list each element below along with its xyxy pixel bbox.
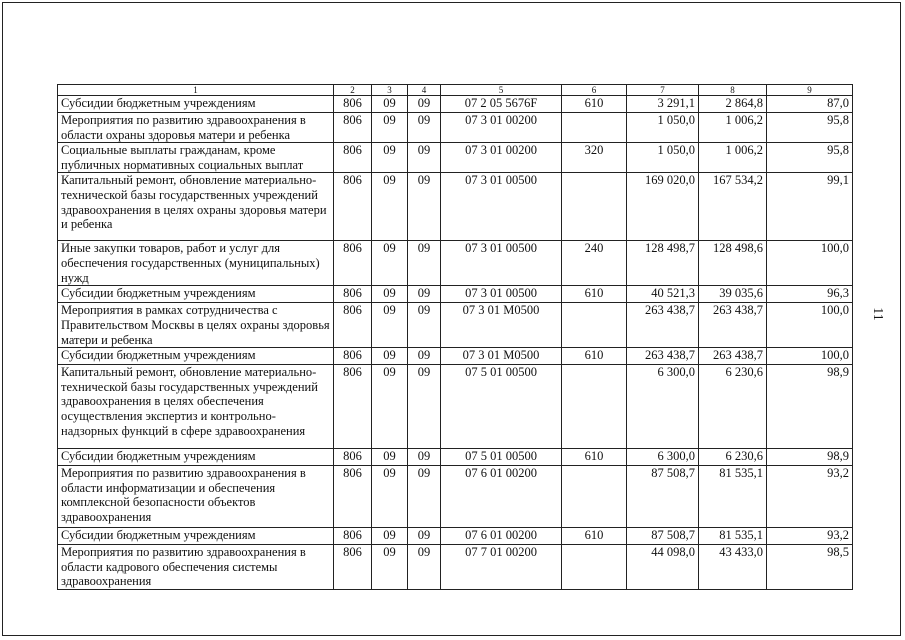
row-name-cell: Субсидии бюджетным учреждениям: [58, 449, 334, 466]
page-number: 11: [870, 307, 885, 321]
subsection-cell: 09: [408, 143, 441, 173]
column-number: 3: [372, 85, 408, 96]
target-article-cell: 07 6 01 00200: [441, 528, 562, 545]
actual-value-cell: 43 433,0: [699, 545, 767, 590]
execution-percent-cell: 100,0: [767, 303, 853, 348]
plan-value-cell: 6 300,0: [627, 365, 699, 449]
expense-type-cell: [562, 113, 627, 143]
expense-type-cell: [562, 303, 627, 348]
column-number: 7: [627, 85, 699, 96]
expense-type-cell: 320: [562, 143, 627, 173]
table-row: [58, 143, 853, 173]
column-number: 9: [767, 85, 853, 96]
plan-value-cell: 6 300,0: [627, 449, 699, 466]
row-name-cell: Иные закупки товаров, работ и услуг для обеспечения государственных (муниципальных) нужд: [58, 241, 334, 286]
section-cell: 09: [372, 113, 408, 143]
execution-percent-cell: 98,9: [767, 449, 853, 466]
actual-value-cell: 263 438,7: [699, 303, 767, 348]
row-name-cell: Капитальный ремонт, обновление материально-технической базы государственных учреждений здравоохранения в целях обеспечения осуществления экспертиз и контрольно-надзорных функций в сфере здравоохранения: [58, 365, 334, 449]
section-cell: 09: [372, 348, 408, 365]
expense-type-cell: 610: [562, 449, 627, 466]
table-row: [58, 173, 853, 241]
actual-value-cell: 1 006,2: [699, 143, 767, 173]
actual-value-cell: 2 864,8: [699, 96, 767, 113]
gov-code-cell: 806: [334, 348, 372, 365]
expense-type-cell: 610: [562, 286, 627, 303]
expense-type-cell: 240: [562, 241, 627, 286]
expense-type-cell: [562, 365, 627, 449]
section-cell: 09: [372, 303, 408, 348]
row-name-cell: Капитальный ремонт, обновление материально-технической базы государственных учреждений здравоохранения в целях охраны здоровья матери и ребенка: [58, 173, 334, 241]
gov-code-cell: 806: [334, 545, 372, 590]
row-name-cell: Социальные выплаты гражданам, кроме публичных нормативных социальных выплат: [58, 143, 334, 173]
table-row: [58, 241, 853, 286]
subsection-cell: 09: [408, 173, 441, 241]
table-row: [58, 466, 853, 528]
column-number: 4: [408, 85, 441, 96]
expense-type-cell: 610: [562, 348, 627, 365]
target-article-cell: 07 3 01 00500: [441, 286, 562, 303]
row-name-cell: Мероприятия по развитию здравоохранения в области информатизации и обеспечения комплексной безопасности объектов здравоохранения: [58, 466, 334, 528]
table-row: [58, 365, 853, 449]
execution-percent-cell: 99,1: [767, 173, 853, 241]
plan-value-cell: 40 521,3: [627, 286, 699, 303]
table-row: [58, 96, 853, 113]
expense-type-cell: 610: [562, 96, 627, 113]
execution-percent-cell: 95,8: [767, 143, 853, 173]
gov-code-cell: 806: [334, 96, 372, 113]
subsection-cell: 09: [408, 303, 441, 348]
subsection-cell: 09: [408, 348, 441, 365]
section-cell: 09: [372, 466, 408, 528]
execution-percent-cell: 93,2: [767, 466, 853, 528]
row-name-cell: Субсидии бюджетным учреждениям: [58, 528, 334, 545]
table-row: [58, 303, 853, 348]
gov-code-cell: 806: [334, 113, 372, 143]
gov-code-cell: 806: [334, 365, 372, 449]
execution-percent-cell: 100,0: [767, 348, 853, 365]
target-article-cell: 07 3 01 00200: [441, 143, 562, 173]
target-article-cell: 07 3 01 M0500: [441, 348, 562, 365]
actual-value-cell: 1 006,2: [699, 113, 767, 143]
target-article-cell: 07 3 01 00500: [441, 173, 562, 241]
actual-value-cell: 6 230,6: [699, 449, 767, 466]
table-body: [58, 96, 853, 590]
execution-percent-cell: 98,9: [767, 365, 853, 449]
target-article-cell: 07 2 05 5676F: [441, 96, 562, 113]
actual-value-cell: 39 035,6: [699, 286, 767, 303]
column-number-row: [58, 85, 853, 96]
expense-type-cell: 610: [562, 528, 627, 545]
expense-type-cell: [562, 173, 627, 241]
execution-percent-cell: 95,8: [767, 113, 853, 143]
row-name-cell: Мероприятия в рамках сотрудничества с Правительством Москвы в целях охраны здоровья матери и ребенка: [58, 303, 334, 348]
subsection-cell: 09: [408, 113, 441, 143]
section-cell: 09: [372, 241, 408, 286]
table-row: [58, 545, 853, 590]
budget-table: [57, 84, 853, 590]
table-row: [58, 449, 853, 466]
expense-type-cell: [562, 466, 627, 528]
plan-value-cell: 263 438,7: [627, 348, 699, 365]
actual-value-cell: 81 535,1: [699, 528, 767, 545]
subsection-cell: 09: [408, 528, 441, 545]
table-row: [58, 348, 853, 365]
execution-percent-cell: 98,5: [767, 545, 853, 590]
subsection-cell: 09: [408, 449, 441, 466]
row-name-cell: Мероприятия по развитию здравоохранения в области охраны здоровья матери и ребенка: [58, 113, 334, 143]
row-name-cell: Мероприятия по развитию здравоохранения в области кадрового обеспечения системы здравоохранения: [58, 545, 334, 590]
plan-value-cell: 169 020,0: [627, 173, 699, 241]
target-article-cell: 07 7 01 00200: [441, 545, 562, 590]
plan-value-cell: 44 098,0: [627, 545, 699, 590]
row-name-cell: Субсидии бюджетным учреждениям: [58, 348, 334, 365]
target-article-cell: 07 3 01 00500: [441, 241, 562, 286]
plan-value-cell: 263 438,7: [627, 303, 699, 348]
actual-value-cell: 128 498,6: [699, 241, 767, 286]
column-number: 8: [699, 85, 767, 96]
gov-code-cell: 806: [334, 286, 372, 303]
plan-value-cell: 1 050,0: [627, 143, 699, 173]
target-article-cell: 07 6 01 00200: [441, 466, 562, 528]
column-number: 5: [441, 85, 562, 96]
section-cell: 09: [372, 528, 408, 545]
actual-value-cell: 167 534,2: [699, 173, 767, 241]
gov-code-cell: 806: [334, 143, 372, 173]
row-name-cell: Субсидии бюджетным учреждениям: [58, 96, 334, 113]
row-name-cell: Субсидии бюджетным учреждениям: [58, 286, 334, 303]
section-cell: 09: [372, 365, 408, 449]
subsection-cell: 09: [408, 365, 441, 449]
subsection-cell: 09: [408, 545, 441, 590]
section-cell: 09: [372, 286, 408, 303]
gov-code-cell: 806: [334, 449, 372, 466]
subsection-cell: 09: [408, 241, 441, 286]
target-article-cell: 07 5 01 00500: [441, 365, 562, 449]
plan-value-cell: 87 508,7: [627, 528, 699, 545]
gov-code-cell: 806: [334, 303, 372, 348]
section-cell: 09: [372, 173, 408, 241]
gov-code-cell: 806: [334, 528, 372, 545]
plan-value-cell: 128 498,7: [627, 241, 699, 286]
column-number: 2: [334, 85, 372, 96]
section-cell: 09: [372, 143, 408, 173]
gov-code-cell: 806: [334, 173, 372, 241]
plan-value-cell: 87 508,7: [627, 466, 699, 528]
gov-code-cell: 806: [334, 241, 372, 286]
execution-percent-cell: 93,2: [767, 528, 853, 545]
column-number: 1: [58, 85, 334, 96]
execution-percent-cell: 100,0: [767, 241, 853, 286]
target-article-cell: 07 3 01 M0500: [441, 303, 562, 348]
subsection-cell: 09: [408, 466, 441, 528]
actual-value-cell: 81 535,1: [699, 466, 767, 528]
plan-value-cell: 3 291,1: [627, 96, 699, 113]
execution-percent-cell: 96,3: [767, 286, 853, 303]
actual-value-cell: 6 230,6: [699, 365, 767, 449]
subsection-cell: 09: [408, 286, 441, 303]
target-article-cell: 07 5 01 00500: [441, 449, 562, 466]
table-row: [58, 113, 853, 143]
subsection-cell: 09: [408, 96, 441, 113]
expense-type-cell: [562, 545, 627, 590]
execution-percent-cell: 87,0: [767, 96, 853, 113]
column-number: 6: [562, 85, 627, 96]
section-cell: 09: [372, 96, 408, 113]
actual-value-cell: 263 438,7: [699, 348, 767, 365]
target-article-cell: 07 3 01 00200: [441, 113, 562, 143]
table-row: [58, 528, 853, 545]
plan-value-cell: 1 050,0: [627, 113, 699, 143]
gov-code-cell: 806: [334, 466, 372, 528]
table-row: [58, 286, 853, 303]
section-cell: 09: [372, 545, 408, 590]
section-cell: 09: [372, 449, 408, 466]
